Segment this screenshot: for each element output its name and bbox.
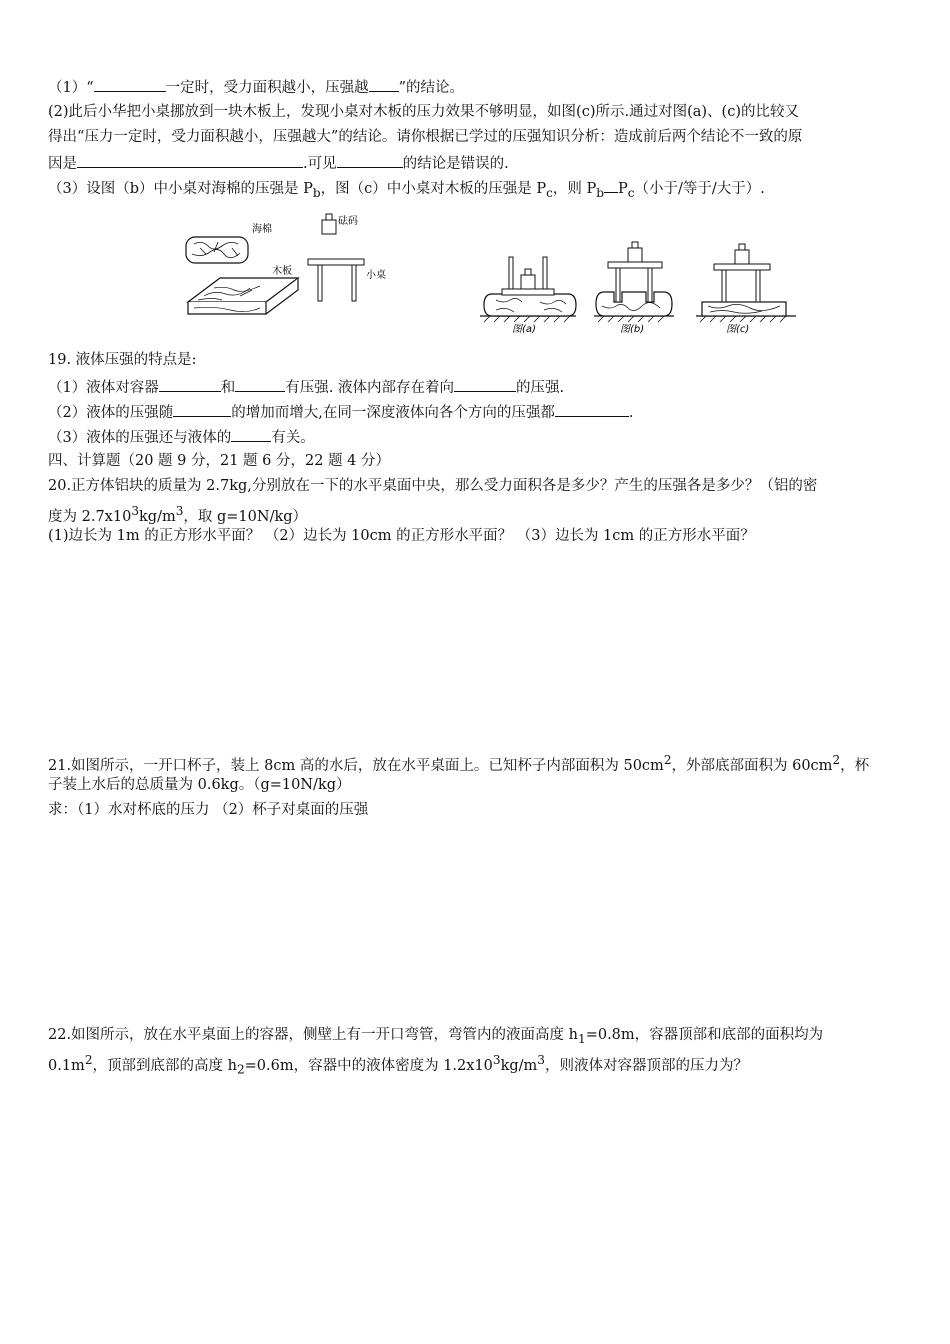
q21-line3: 求：（1）水对杯底的压力 （2）杯子对桌面的压强: [48, 802, 369, 818]
pressure-experiment-figure: [180, 212, 800, 342]
section-heading: 四、计算题（20 题 9 分，21 题 6 分，22 题 4 分）: [48, 453, 391, 469]
label-board: 木板: [272, 266, 292, 277]
caption-c: 图(c): [726, 324, 750, 335]
answer-blank[interactable]: [173, 401, 231, 417]
q19-item3: （3）液体的压强还与液体的 有关。: [48, 426, 315, 448]
small-table: [308, 259, 364, 301]
weight-block: [322, 214, 336, 234]
wood-board: [188, 278, 298, 314]
figure-b: [594, 242, 674, 322]
q18-part2-line3: 因是 .可见 的结论是错误的.: [48, 152, 509, 174]
q20-line2: 度为 $2.7x10^3kg/m^3$，取 g=10N/kg）: [48, 504, 308, 525]
answer-blank[interactable]: [369, 76, 399, 92]
answer-blank[interactable]: [337, 152, 403, 168]
caption-a: 图(a): [512, 324, 536, 335]
answer-blank[interactable]: [604, 177, 618, 193]
figure-a: [480, 257, 576, 322]
sponge-block: [186, 237, 248, 263]
q18-part2-line1: (2)此后小华把小桌挪放到一块木板上，发现小桌对木板的压力效果不够明显，如图(c)所示.通过对图(a)、(c)的比较又: [48, 104, 799, 120]
answer-blank[interactable]: [94, 76, 166, 92]
q20-line1: 20.正方体铝块的质量为 2.7kg,分别放在一下的水平桌面中央，那么受力面积各是多少？产生的压强各是多少？（铝的密: [48, 478, 818, 494]
q19-item2: （2）液体的压强随 的增加而增大,在同一深度液体向各个方向的压强都 .: [48, 401, 633, 423]
q18-part2-line2: 得出“压力一定时，受力面积越小，压强越大”的结论。请你根据已学过的压强知识分析：造成前后两个结论不一致的原: [48, 129, 803, 145]
answer-blank[interactable]: [77, 152, 303, 168]
q18-part3: （3）设图（b）中小桌对海棉的压强是 $P_b$，图（c）中小桌对木板的压强是 $P_c$，则 $P_b$ $P_c$（小于/等于/大于）.: [48, 177, 765, 203]
q19-title: 19. 液体压强的特点是:: [48, 352, 197, 368]
answer-blank[interactable]: [454, 376, 516, 392]
q21-line2: 子装上水后的总质量为 0.6kg。（g=10N/kg）: [48, 777, 351, 793]
q21-line1: 21.如图所示，一开口杯子，装上 8cm 高的水后，放在水平桌面上。已知杯子内部面积为 $50cm^2$，外部底部面积为 $60cm^2$，杯: [48, 753, 870, 774]
q22-line1: 22.如图所示，放在水平桌面上的容器，侧壁上有一开口弯管，弯管内的液面高度 $h_1=0.8m$，容器顶部和底部的面积均为: [48, 1027, 824, 1046]
label-table: 小桌: [366, 270, 386, 281]
q18-part1: （1）“ 一定时，受力面积越小，压强越 ”的结论。: [48, 76, 464, 98]
q22-line2: $0.1m^2$，顶部到底部的高度 $h_2=0.6m$，容器中的液体密度为 $1.2x10^3kg/m^3$，则液体对容器顶部的压力为？: [48, 1053, 748, 1077]
answer-blank[interactable]: [159, 376, 221, 392]
answer-blank[interactable]: [555, 401, 629, 417]
answer-blank[interactable]: [231, 426, 271, 442]
label-weight: 砝码: [338, 216, 358, 227]
answer-blank[interactable]: [235, 376, 285, 392]
label-sponge: 海棉: [252, 224, 272, 235]
q20-line3: (1)边长为 1m 的正方形水平面？ （2）边长为 10cm 的正方形水平面？ （3）边长为 1cm 的正方形水平面？: [48, 528, 755, 544]
q19-item1: （1）液体对容器 和 有压强. 液体内部存在着向 的压强.: [48, 376, 564, 398]
figure-c: [696, 244, 796, 322]
caption-b: 图(b): [620, 324, 645, 335]
